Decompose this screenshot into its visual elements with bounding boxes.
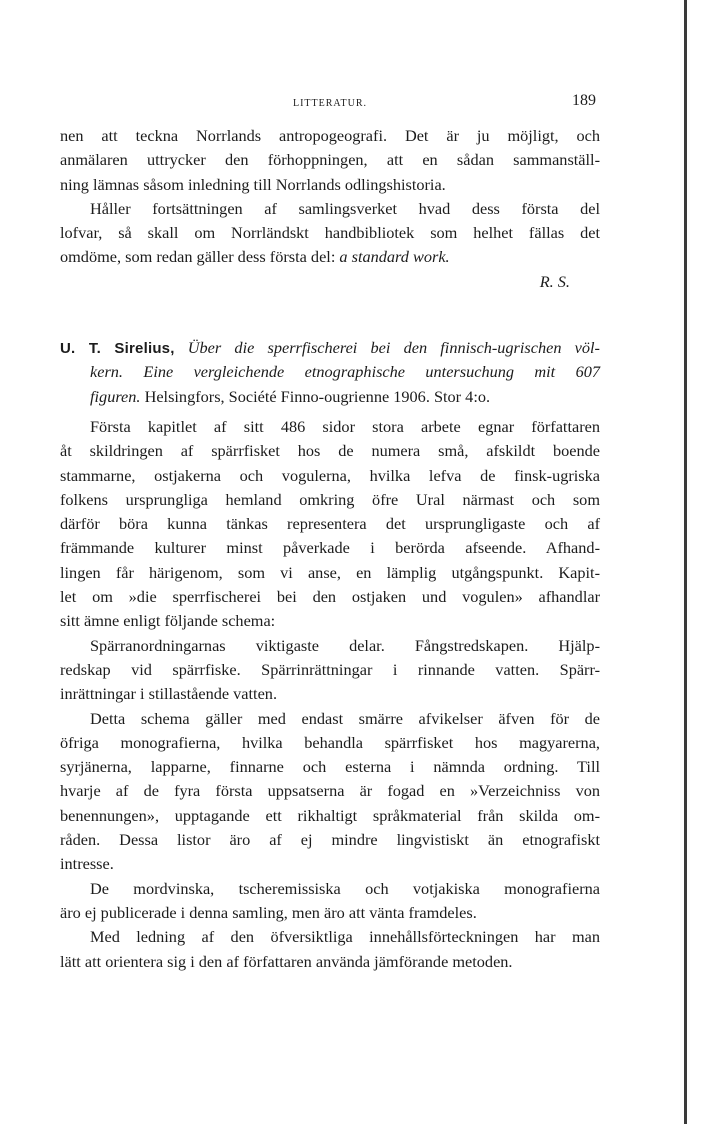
text-line: hvarje af de fyra första uppsatserna är fogad en »Verzeichniss von <box>60 781 600 801</box>
text-line: stammarne, ostjakerna och vogulerna, hvilka lefva de finsk-ugriska <box>60 465 600 485</box>
review-paragraph <box>60 415 600 634</box>
text-line: folkens ursprungliga hemland omkring öfre Ural närmast och som <box>60 489 600 509</box>
page-edge-rule <box>684 0 687 1124</box>
text-line: öfriga monografierna, hvilka behandla spärrfisket hos magyarerna, <box>60 732 600 752</box>
text-line: syrjänerna, lapparne, finnarne och esterna i nämnda ordning. Till <box>60 757 600 777</box>
book-title-part: Über die sperrfischerei bei den finnisch-ugrischen völ- <box>187 338 600 358</box>
text-line: råden. Dessa listor äro af ej mindre lingvistiskt än etnografiskt <box>60 830 600 850</box>
text-line: Detta schema gäller med endast smärre afvikelser äfven för de <box>90 708 600 728</box>
heading-line: kern. Eine vergleichende etnographische untersuchung mit 607 <box>90 362 600 382</box>
running-title: LITTERATUR. <box>292 98 368 109</box>
text-segment: omdöme, som redan gäller dess första del: <box>60 247 340 267</box>
text-line: benennungen», upptagande ett rikhaltigt språkmaterial från skilda om- <box>60 805 600 825</box>
publication-info: Helsingfors, Société Finno-ougrienne 1906. Stor 4:o. <box>140 386 491 406</box>
text-line: lingen får härigenom, som vi anse, en lämplig utgångspunkt. Kapit- <box>60 562 600 582</box>
book-page <box>60 92 600 974</box>
text-line: sitt ämne enligt följande schema: <box>60 611 276 631</box>
running-head <box>60 92 600 114</box>
italic-phrase: a standard work. <box>339 247 450 267</box>
section-gap <box>60 294 600 336</box>
previous-review-text <box>60 124 600 270</box>
text-line: inrättningar i stillastående vatten. <box>60 684 278 704</box>
text-line: Med ledning af den öfversiktliga innehållsförteckningen har man <box>90 927 600 947</box>
text-line <box>60 245 600 269</box>
text-line: redskap vid spärrfiske. Spärrinrättningar i rinnande vatten. Spärr- <box>60 659 600 679</box>
text-line: främmande kulturer minst påverkade i berörda afseende. Afhand- <box>60 538 600 558</box>
text-line: nen att teckna Norrlands antropogeografi. Det är ju möjligt, och <box>60 126 600 145</box>
page-number: 189 <box>572 92 596 109</box>
text-line: äro ej publicerade i denna samling, men äro att vänta framdeles. <box>60 902 477 922</box>
text-line: Spärranordningarnas viktigaste delar. Fångstredskapen. Hjälp- <box>90 635 600 655</box>
text-line: Håller fortsättningen af samlingsverket hvad dess första del <box>90 198 600 218</box>
text-line: anmälaren uttrycker den förhoppningen, att en sådan sammanställ- <box>60 150 600 170</box>
heading-line <box>60 385 600 409</box>
text-line: ning lämnas såsom inledning till Norrlands odlingshistoria. <box>60 174 446 194</box>
text-line: lofvar, så skall om Norrländskt handbibliotek som helhet fällas det <box>60 223 600 243</box>
text-line: åt skildringen af spärrfisket hos de numera små, afskildt boende <box>60 441 600 461</box>
review-paragraph <box>60 877 600 926</box>
text-line: därför böra kunna tänkas representera det ursprungligaste och af <box>60 514 600 534</box>
text-line: let om »die sperrfischerei bei den ostjaken und vogulen» afhandlar <box>60 587 600 607</box>
text-line: De mordvinska, tscheremissiska och votjakiska monografierna <box>90 878 600 898</box>
text-line: Första kapitlet af sitt 486 sidor stora arbete egnar författaren <box>90 416 600 436</box>
reviewer-signature: R. S. <box>539 271 570 291</box>
review-paragraph <box>60 634 600 707</box>
book-title-part: figuren. <box>90 386 141 406</box>
heading-line <box>60 336 600 360</box>
text-line: intresse. <box>60 854 114 874</box>
review-paragraph <box>60 925 600 974</box>
text-line: lätt att orientera sig i den af författaren använda jämförande metoden. <box>60 951 513 971</box>
review-heading <box>60 336 600 409</box>
review-paragraph <box>60 707 600 877</box>
author-name: U. T. Sirelius, <box>60 340 175 358</box>
